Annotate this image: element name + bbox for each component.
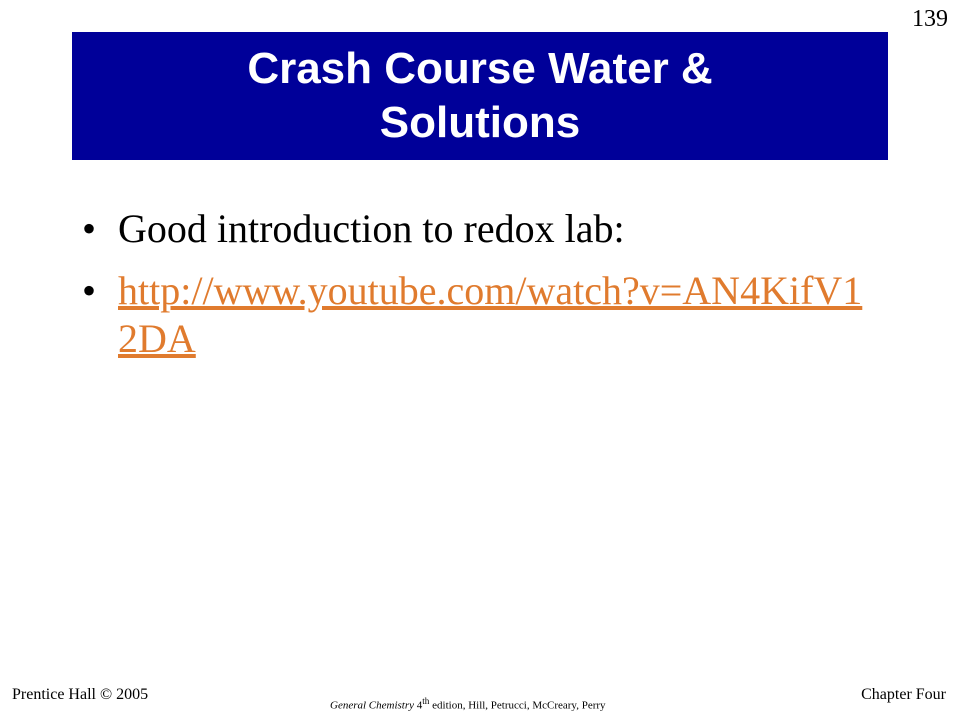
bullet-item-link xyxy=(80,267,880,363)
footer-chapter: Chapter Four xyxy=(861,686,946,703)
slide-title: Crash Course Water & Solutions xyxy=(247,44,713,147)
bullet-dot: • xyxy=(82,206,97,251)
footer-edition-number: 4 xyxy=(414,700,423,712)
footer-book-credit xyxy=(330,696,606,712)
footer-edition-suffix: th xyxy=(422,696,430,707)
title-bar xyxy=(72,32,888,160)
footer-publisher: Prentice Hall © 2005 xyxy=(12,686,149,703)
youtube-link[interactable]: http://www.youtube.com/watch?v=AN4KifV12DA xyxy=(118,268,863,361)
bullet-dot: • xyxy=(82,268,97,313)
page-number: 139 xyxy=(912,6,948,32)
bullet-list xyxy=(80,205,880,377)
footer-book-title: General Chemistry xyxy=(330,700,415,712)
footer-authors: edition, Hill, Petrucci, McCreary, Perry xyxy=(429,700,606,712)
bullet-item-intro xyxy=(80,205,880,253)
bullet-text-intro: Good introduction to redox lab: xyxy=(118,206,625,251)
